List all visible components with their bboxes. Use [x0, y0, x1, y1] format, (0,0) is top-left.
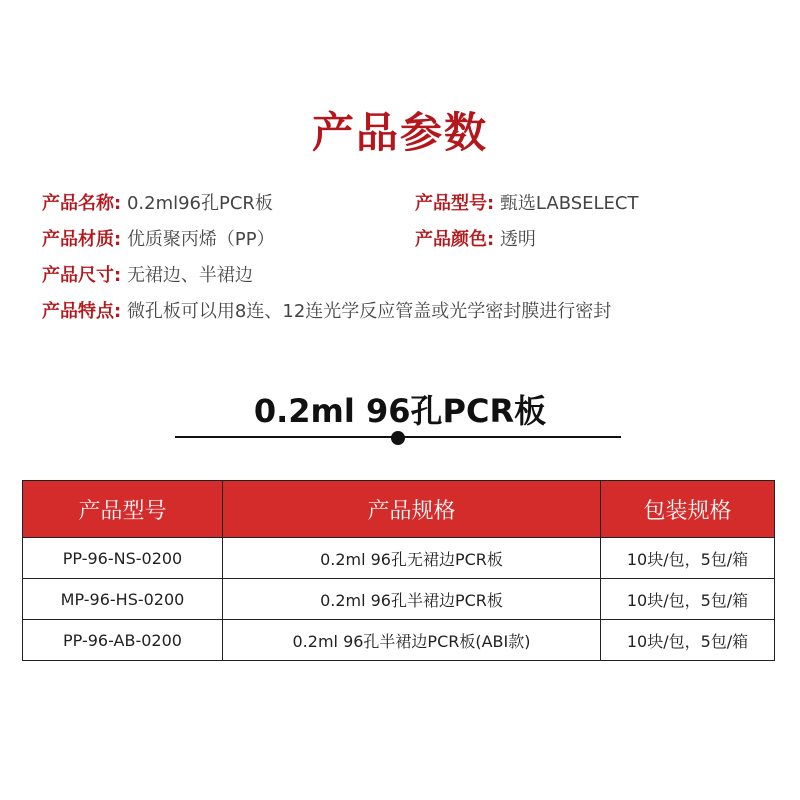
spec-product-size [42, 264, 253, 288]
spec-product-material [42, 228, 275, 252]
cell-model: PP-96-AB-0200 [23, 620, 223, 661]
spec-product-color [415, 228, 536, 252]
spec-value: 无裙边、半裙边 [126, 265, 253, 286]
cell-model: MP-96-HS-0200 [23, 579, 223, 620]
product-title: 0.2ml 96孔PCR板 [253, 392, 547, 430]
spec-table [22, 480, 775, 661]
spec-product-name [42, 192, 273, 216]
cell-packaging: 10块/包，5包/箱 [601, 579, 775, 620]
spec-label: 产品特点: [42, 301, 122, 322]
page-title: 产品参数 [311, 108, 488, 157]
cell-spec: 0.2ml 96孔半裙边PCR板(ABI款) [223, 620, 601, 661]
spec-value: 优质聚丙烯（PP） [126, 229, 275, 250]
spec-product-features [42, 300, 611, 324]
header-model: 产品型号 [23, 481, 223, 538]
spec-value: 0.2ml96孔PCR板 [126, 193, 273, 214]
cell-packaging: 10块/包，5包/箱 [601, 538, 775, 579]
spec-value: 微孔板可以用8连、12连光学反应管盖或光学密封膜进行密封 [126, 301, 612, 322]
table-row [23, 538, 775, 579]
spec-label: 产品颜色: [415, 229, 495, 250]
cell-spec: 0.2ml 96孔半裙边PCR板 [223, 579, 601, 620]
table-row [23, 620, 775, 661]
cell-spec: 0.2ml 96孔无裙边PCR板 [223, 538, 601, 579]
header-spec: 产品规格 [223, 481, 601, 538]
spec-label: 产品名称: [42, 193, 122, 214]
spec-product-model [415, 192, 639, 216]
header-packaging: 包装规格 [601, 481, 775, 538]
table-header-row [23, 481, 775, 538]
spec-value: 甄选LABSELECT [499, 193, 639, 214]
divider-dot [391, 431, 405, 445]
spec-label: 产品型号: [415, 193, 495, 214]
spec-label: 产品尺寸: [42, 265, 122, 286]
table-row [23, 579, 775, 620]
cell-model: PP-96-NS-0200 [23, 538, 223, 579]
spec-value: 透明 [499, 229, 536, 250]
cell-packaging: 10块/包，5包/箱 [601, 620, 775, 661]
spec-label: 产品材质: [42, 229, 122, 250]
